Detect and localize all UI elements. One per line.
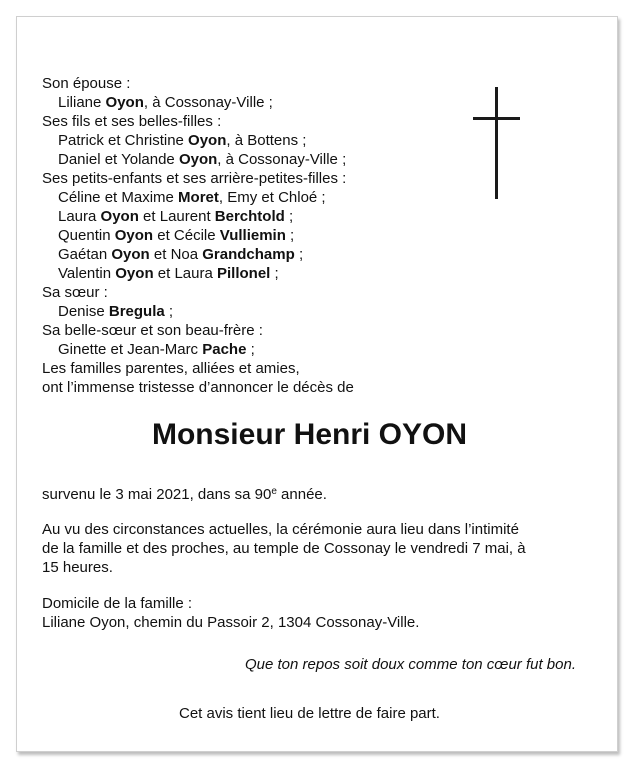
family-list-line: Céline et Maxime Moret, Emy et Chloé ; bbox=[58, 189, 326, 206]
family-list-line: Son épouse : bbox=[42, 75, 131, 92]
family-list-line: Gaétan Oyon et Noa Grandchamp ; bbox=[58, 246, 304, 263]
family-address-line: Domicile de la famille : bbox=[42, 595, 193, 612]
death-date-text: survenu le 3 mai 2021, dans sa 90e année. bbox=[42, 486, 327, 503]
family-list-line: Laura Oyon et Laurent Berchtold ; bbox=[58, 208, 294, 225]
family-list-line: Valentin Oyon et Laura Pillonel ; bbox=[58, 265, 279, 282]
deceased-name-title: Monsieur Henri OYON bbox=[151, 418, 468, 451]
family-list-line: Ginette et Jean-Marc Pache ; bbox=[58, 341, 255, 358]
family-list-line: Patrick et Christine Oyon, à Bottens ; bbox=[58, 132, 307, 149]
family-address-line: Liliane Oyon, chemin du Passoir 2, 1304 Cossonay-Ville. bbox=[42, 614, 420, 631]
family-list-line: Sa belle-sœur et son beau-frère : bbox=[42, 322, 263, 339]
ceremony-line: Au vu des circonstances actuelles, la cérémonie aura lieu dans l’intimité bbox=[42, 521, 519, 538]
family-list-line: Daniel et Yolande Oyon, à Cossonay-Ville ; bbox=[58, 151, 347, 168]
ceremony-line: de la famille et des proches, au temple de Cossonay le vendredi 7 mai, à bbox=[42, 540, 526, 557]
family-list-line: Denise Bregula ; bbox=[58, 303, 174, 320]
family-list-line: ont l’immense tristesse d’annoncer le décès de bbox=[42, 379, 354, 396]
family-list-line: Liliane Oyon, à Cossonay-Ville ; bbox=[58, 94, 273, 111]
ceremony-line: 15 heures. bbox=[42, 559, 113, 576]
death-date-line bbox=[42, 485, 577, 506]
family-list-line: Ses fils et ses belles-filles : bbox=[42, 113, 222, 130]
obituary-card bbox=[16, 16, 618, 752]
epitaph-quote: Que ton repos soit doux comme ton cœur fut bon. bbox=[245, 656, 576, 673]
family-list bbox=[42, 74, 577, 397]
family-list-line: Les familles parentes, alliées et amies, bbox=[42, 360, 300, 377]
ceremony-paragraph bbox=[42, 520, 587, 577]
faire-part-notice: Cet avis tient lieu de lettre de faire part. bbox=[179, 705, 440, 722]
family-address-block bbox=[42, 594, 587, 632]
family-list-line: Ses petits-enfants et ses arrière-petites-filles : bbox=[42, 170, 347, 187]
family-list-line: Quentin Oyon et Cécile Vulliemin ; bbox=[58, 227, 295, 244]
family-list-line: Sa sœur : bbox=[42, 284, 108, 301]
